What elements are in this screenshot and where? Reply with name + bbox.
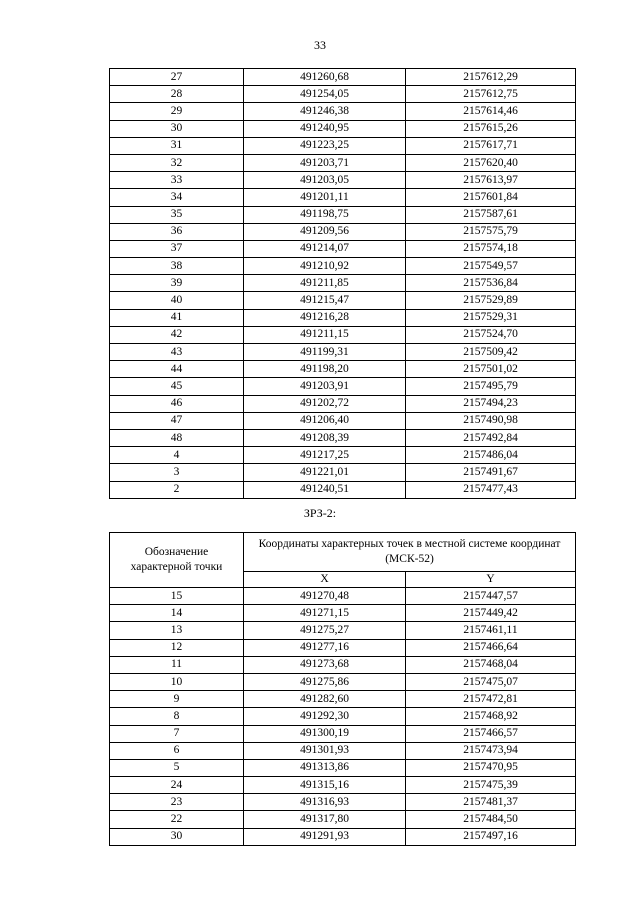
x-coordinate-cell: 491277,16: [244, 639, 406, 656]
point-id-cell: 35: [110, 206, 244, 223]
x-coordinate-cell: 491211,85: [244, 275, 406, 292]
table-row: [110, 361, 576, 378]
header-x: X: [244, 572, 406, 588]
point-id-cell: 22: [110, 811, 244, 828]
y-coordinate-cell: 2157620,40: [406, 154, 576, 171]
y-coordinate-cell: 2157491,67: [406, 464, 576, 481]
point-id-cell: 33: [110, 172, 244, 189]
point-id-cell: 48: [110, 429, 244, 446]
y-coordinate-cell: 2157509,42: [406, 344, 576, 361]
table-row: [110, 605, 576, 622]
y-coordinate-cell: 2157612,29: [406, 69, 576, 86]
point-id-cell: 43: [110, 344, 244, 361]
table-row: [110, 69, 576, 86]
y-coordinate-cell: 2157486,04: [406, 447, 576, 464]
table-row: [110, 172, 576, 189]
point-id-cell: 9: [110, 691, 244, 708]
table-row: [110, 691, 576, 708]
y-coordinate-cell: 2157473,94: [406, 742, 576, 759]
y-coordinate-cell: 2157529,89: [406, 292, 576, 309]
header-coordinates-group: Координаты характерных точек в местной системе координат (МСК-52): [244, 533, 576, 572]
y-coordinate-cell: 2157466,64: [406, 639, 576, 656]
y-coordinate-cell: 2157481,37: [406, 794, 576, 811]
point-id-cell: 15: [110, 588, 244, 605]
table-row: [110, 639, 576, 656]
y-coordinate-cell: 2157601,84: [406, 189, 576, 206]
y-coordinate-cell: 2157492,84: [406, 429, 576, 446]
table-row: [110, 275, 576, 292]
y-coordinate-cell: 2157477,43: [406, 481, 576, 498]
table-row: [110, 742, 576, 759]
x-coordinate-cell: 491246,38: [244, 103, 406, 120]
y-coordinate-cell: 2157529,31: [406, 309, 576, 326]
point-id-cell: 2: [110, 481, 244, 498]
table-row: [110, 378, 576, 395]
y-coordinate-cell: 2157549,57: [406, 258, 576, 275]
point-id-cell: 10: [110, 673, 244, 690]
section-label: ЗРЗ-2:: [303, 506, 337, 520]
point-id-cell: 6: [110, 742, 244, 759]
table-row: [110, 154, 576, 171]
point-id-cell: 3: [110, 464, 244, 481]
x-coordinate-cell: 491271,15: [244, 605, 406, 622]
table-row: [110, 673, 576, 690]
header-y: Y: [406, 572, 576, 588]
x-coordinate-cell: 491292,30: [244, 708, 406, 725]
y-coordinate-cell: 2157497,16: [406, 828, 576, 845]
y-coordinate-cell: 2157615,26: [406, 120, 576, 137]
x-coordinate-cell: 491221,01: [244, 464, 406, 481]
x-coordinate-cell: 491198,20: [244, 361, 406, 378]
table-row: [110, 240, 576, 257]
point-id-cell: 44: [110, 361, 244, 378]
y-coordinate-cell: 2157470,95: [406, 759, 576, 776]
y-coordinate-cell: 2157524,70: [406, 326, 576, 343]
table-row: [110, 429, 576, 446]
x-coordinate-cell: 491203,05: [244, 172, 406, 189]
x-coordinate-cell: 491216,28: [244, 309, 406, 326]
point-id-cell: 46: [110, 395, 244, 412]
point-id-cell: 13: [110, 622, 244, 639]
x-coordinate-cell: 491254,05: [244, 86, 406, 103]
table-row: [110, 828, 576, 845]
point-id-cell: 36: [110, 223, 244, 240]
point-id-cell: 41: [110, 309, 244, 326]
point-id-cell: 27: [110, 69, 244, 86]
table-row: [110, 777, 576, 794]
table-row: [110, 86, 576, 103]
x-coordinate-cell: 491270,48: [244, 588, 406, 605]
zrz2-table-body: [110, 588, 576, 846]
point-id-cell: 45: [110, 378, 244, 395]
x-coordinate-cell: 491198,75: [244, 206, 406, 223]
table-row: [110, 811, 576, 828]
point-id-cell: 30: [110, 828, 244, 845]
zrz2-coordinates-table: [109, 532, 576, 846]
x-coordinate-cell: 491275,27: [244, 622, 406, 639]
y-coordinate-cell: 2157484,50: [406, 811, 576, 828]
point-id-cell: 37: [110, 240, 244, 257]
y-coordinate-cell: 2157617,71: [406, 137, 576, 154]
point-id-cell: 14: [110, 605, 244, 622]
x-coordinate-cell: 491202,72: [244, 395, 406, 412]
point-id-cell: 47: [110, 412, 244, 429]
x-coordinate-cell: 491260,68: [244, 69, 406, 86]
y-coordinate-cell: 2157490,98: [406, 412, 576, 429]
table-row: [110, 464, 576, 481]
x-coordinate-cell: 491206,40: [244, 412, 406, 429]
table-row: [110, 258, 576, 275]
point-id-cell: 29: [110, 103, 244, 120]
y-coordinate-cell: 2157536,84: [406, 275, 576, 292]
point-id-cell: 34: [110, 189, 244, 206]
x-coordinate-cell: 491201,11: [244, 189, 406, 206]
table-row: [110, 120, 576, 137]
y-coordinate-cell: 2157472,81: [406, 691, 576, 708]
table-row: [110, 588, 576, 605]
y-coordinate-cell: 2157475,07: [406, 673, 576, 690]
y-coordinate-cell: 2157447,57: [406, 588, 576, 605]
x-coordinate-cell: 491282,60: [244, 691, 406, 708]
table-row: [110, 344, 576, 361]
point-id-cell: 38: [110, 258, 244, 275]
point-id-cell: 42: [110, 326, 244, 343]
point-id-cell: 12: [110, 639, 244, 656]
y-coordinate-cell: 2157575,79: [406, 223, 576, 240]
x-coordinate-cell: 491300,19: [244, 725, 406, 742]
point-id-cell: 24: [110, 777, 244, 794]
x-coordinate-cell: 491203,91: [244, 378, 406, 395]
x-coordinate-cell: 491217,25: [244, 447, 406, 464]
x-coordinate-cell: 491301,93: [244, 742, 406, 759]
x-coordinate-cell: 491214,07: [244, 240, 406, 257]
y-coordinate-cell: 2157612,75: [406, 86, 576, 103]
table-row: [110, 309, 576, 326]
x-coordinate-cell: 491273,68: [244, 656, 406, 673]
y-coordinate-cell: 2157495,79: [406, 378, 576, 395]
table-row: [110, 708, 576, 725]
y-coordinate-cell: 2157461,11: [406, 622, 576, 639]
x-coordinate-cell: 491211,15: [244, 326, 406, 343]
point-id-cell: 5: [110, 759, 244, 776]
x-coordinate-cell: 491316,93: [244, 794, 406, 811]
x-coordinate-cell: 491313,86: [244, 759, 406, 776]
x-coordinate-cell: 491291,93: [244, 828, 406, 845]
coordinates-table-body: [110, 69, 576, 499]
x-coordinate-cell: 491209,56: [244, 223, 406, 240]
y-coordinate-cell: 2157475,39: [406, 777, 576, 794]
y-coordinate-cell: 2157574,18: [406, 240, 576, 257]
x-coordinate-cell: 491215,47: [244, 292, 406, 309]
point-id-cell: 31: [110, 137, 244, 154]
header-point-designation: Обозначение характерной точки: [110, 533, 244, 588]
table-row: [110, 103, 576, 120]
table-row: [110, 412, 576, 429]
y-coordinate-cell: 2157614,46: [406, 103, 576, 120]
zrz2-table-header: [110, 533, 576, 588]
y-coordinate-cell: 2157501,02: [406, 361, 576, 378]
point-id-cell: 8: [110, 708, 244, 725]
y-coordinate-cell: 2157587,61: [406, 206, 576, 223]
point-id-cell: 32: [110, 154, 244, 171]
x-coordinate-cell: 491240,51: [244, 481, 406, 498]
x-coordinate-cell: 491275,86: [244, 673, 406, 690]
table-row: [110, 206, 576, 223]
point-id-cell: 4: [110, 447, 244, 464]
table-row: [110, 622, 576, 639]
table-row: [110, 326, 576, 343]
y-coordinate-cell: 2157613,97: [406, 172, 576, 189]
page-number: 33: [314, 38, 326, 52]
y-coordinate-cell: 2157468,92: [406, 708, 576, 725]
y-coordinate-cell: 2157494,23: [406, 395, 576, 412]
table-row: [110, 189, 576, 206]
x-coordinate-cell: 491240,95: [244, 120, 406, 137]
x-coordinate-cell: 491315,16: [244, 777, 406, 794]
point-id-cell: 23: [110, 794, 244, 811]
table-row: [110, 794, 576, 811]
point-id-cell: 7: [110, 725, 244, 742]
table-row: [110, 656, 576, 673]
y-coordinate-cell: 2157466,57: [406, 725, 576, 742]
table-row: [110, 395, 576, 412]
x-coordinate-cell: 491203,71: [244, 154, 406, 171]
table-row: [110, 725, 576, 742]
y-coordinate-cell: 2157468,04: [406, 656, 576, 673]
y-coordinate-cell: 2157449,42: [406, 605, 576, 622]
table-row: [110, 481, 576, 498]
x-coordinate-cell: 491210,92: [244, 258, 406, 275]
x-coordinate-cell: 491208,39: [244, 429, 406, 446]
x-coordinate-cell: 491317,80: [244, 811, 406, 828]
table-row: [110, 759, 576, 776]
table-row: [110, 223, 576, 240]
point-id-cell: 40: [110, 292, 244, 309]
point-id-cell: 28: [110, 86, 244, 103]
point-id-cell: 11: [110, 656, 244, 673]
point-id-cell: 30: [110, 120, 244, 137]
table-row: [110, 292, 576, 309]
point-id-cell: 39: [110, 275, 244, 292]
table-row: [110, 137, 576, 154]
table-row: [110, 447, 576, 464]
coordinates-table-continued: [109, 68, 576, 499]
x-coordinate-cell: 491223,25: [244, 137, 406, 154]
x-coordinate-cell: 491199,31: [244, 344, 406, 361]
